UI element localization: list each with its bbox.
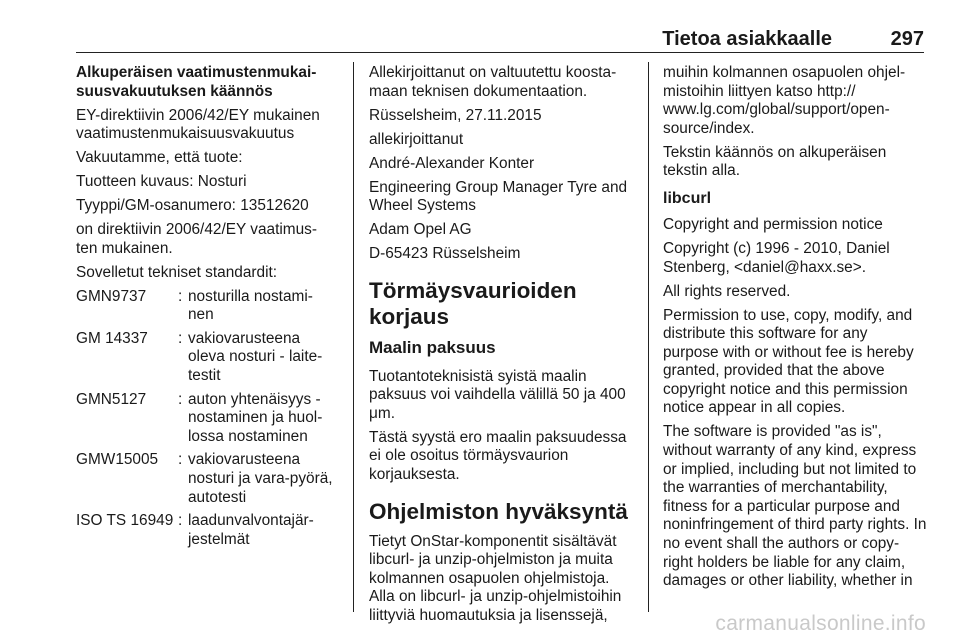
paragraph: Tuotteen kuvaus: Nosturi xyxy=(76,173,247,191)
paragraph: Allekirjoittanut on valtuutettu koosta-maan teknisen dokumentaation. xyxy=(369,64,617,100)
paragraph: Tästä syystä ero maalin paksuudessa ei ole osoitus törmäysvaurion korjauksesta. xyxy=(369,428,627,484)
paragraph: The software is provided "as is", without warranty of any kind, express or implied, including but not limited to the warranties of merchantability, fitness for a particular purpose and noninfringement of third party rights. In no event shall the authors or copy-right holders be liable for any claim, damages or other liability, whether in xyxy=(663,423,927,590)
paragraph: Copyright (c) 1996 - 2010, Daniel Stenberg, <daniel@haxx.se>. xyxy=(663,239,890,276)
standard-code: GMN5127 xyxy=(76,390,147,408)
paragraph: EY-direktiivin 2006/42/EY mukainen vaatimustenmukaisuusvakuutus xyxy=(76,106,320,143)
standard-code: GMW15005 xyxy=(76,451,159,469)
paragraph: Copyright and permission notice xyxy=(663,215,883,233)
paragraph: Tuotantoteknisistä syistä maalin paksuus voi vaihdella välillä 50 ja 400 μm. xyxy=(369,367,626,422)
watermark-link[interactable]: carmanualsonline.info xyxy=(715,612,926,635)
standard-separator: : xyxy=(178,287,183,305)
standard-code: GMN9737 xyxy=(76,287,147,305)
standard-description: vakiovarusteena oleva nosturi - laite-testit xyxy=(188,329,323,385)
section-title-software-acknowledgement: Ohjelmiston hyväksyntä xyxy=(369,498,628,524)
column-divider-1 xyxy=(353,62,354,612)
paragraph: Rüsselsheim, 27.11.2015 xyxy=(369,106,542,124)
table-row xyxy=(76,451,338,512)
column-divider-2 xyxy=(648,62,649,612)
page-header xyxy=(76,26,924,53)
standard-code: ISO TS 16949 xyxy=(76,512,174,530)
table-row xyxy=(76,512,338,554)
paragraph: Sovelletut tekniset standardit: xyxy=(76,263,278,281)
standard-separator: : xyxy=(178,512,183,530)
declaration-heading: Alkuperäisen vaatimustenmukai-suusvakuutuksen käännös xyxy=(76,64,317,100)
table-row xyxy=(76,288,338,330)
page-number: 297 xyxy=(890,28,924,50)
paragraph: All rights reserved. xyxy=(663,282,791,300)
subsection-title-paint-thickness: Maalin paksuus xyxy=(369,337,496,357)
paragraph: André-Alexander Konter xyxy=(369,154,535,172)
paragraph: allekirjoittanut xyxy=(369,130,464,148)
column-1 xyxy=(76,64,338,554)
paragraph: Tekstin käännös on alkuperäisen tekstin alla. xyxy=(663,143,887,180)
standard-description: vakiovarusteena nosturi ja vara-pyörä, autotesti xyxy=(188,451,333,506)
standard-separator: : xyxy=(178,451,183,469)
paragraph: Tyyppi/GM-osanumero: 13512620 xyxy=(76,197,309,215)
page-title: Tietoa asiakkaalle xyxy=(662,28,832,50)
standard-code: GM 14337 xyxy=(76,329,148,347)
section-title-collision-repair: Törmäysvaurioiden korjaus xyxy=(369,277,577,329)
paragraph: Vakuutamme, että tuote: xyxy=(76,149,243,167)
standard-separator: : xyxy=(178,390,183,408)
table-row xyxy=(76,391,338,452)
paragraph: on direktiivin 2006/42/EY vaatimus-ten mukainen. xyxy=(76,221,317,257)
standard-description: laadunvalvontajär-jestelmät xyxy=(188,512,314,548)
libcurl-heading: libcurl xyxy=(663,189,712,207)
paragraph: Tietyt OnStar-komponentit sisältävät libcurl- ja unzip-ohjelmiston ja muita kolmannen osapuolen ohjelmistoja. Alla on libcurl- ja unzip-ohjelmistoihin liittyviä huomautuksia ja lisenssejä, xyxy=(369,532,622,625)
paragraph: Permission to use, copy, modify, and distribute this software for any purpose with or without fee is hereby granted, provided that the above copyright notice and this permission notice appear in all copies. xyxy=(663,306,914,417)
paragraph: D-65423 Rüsselsheim xyxy=(369,245,521,263)
standard-description: auton yhtenäisyys - nostaminen ja huol-lossa nostaminen xyxy=(188,390,323,445)
paragraph: muihin kolmannen osapuolen ohjel-mistoihin liittyen katso http:// www.lg.com/global/support/open-source/index. xyxy=(663,64,906,137)
table-row xyxy=(76,330,338,391)
paragraph: Engineering Group Manager Tyre and Wheel Systems xyxy=(369,178,628,215)
standard-description: nosturilla nostami-nen xyxy=(188,287,313,324)
column-2 xyxy=(369,64,635,631)
paragraph: Adam Opel AG xyxy=(369,221,472,239)
standards-table xyxy=(76,288,338,555)
column-3 xyxy=(663,64,927,596)
standard-separator: : xyxy=(178,329,183,347)
